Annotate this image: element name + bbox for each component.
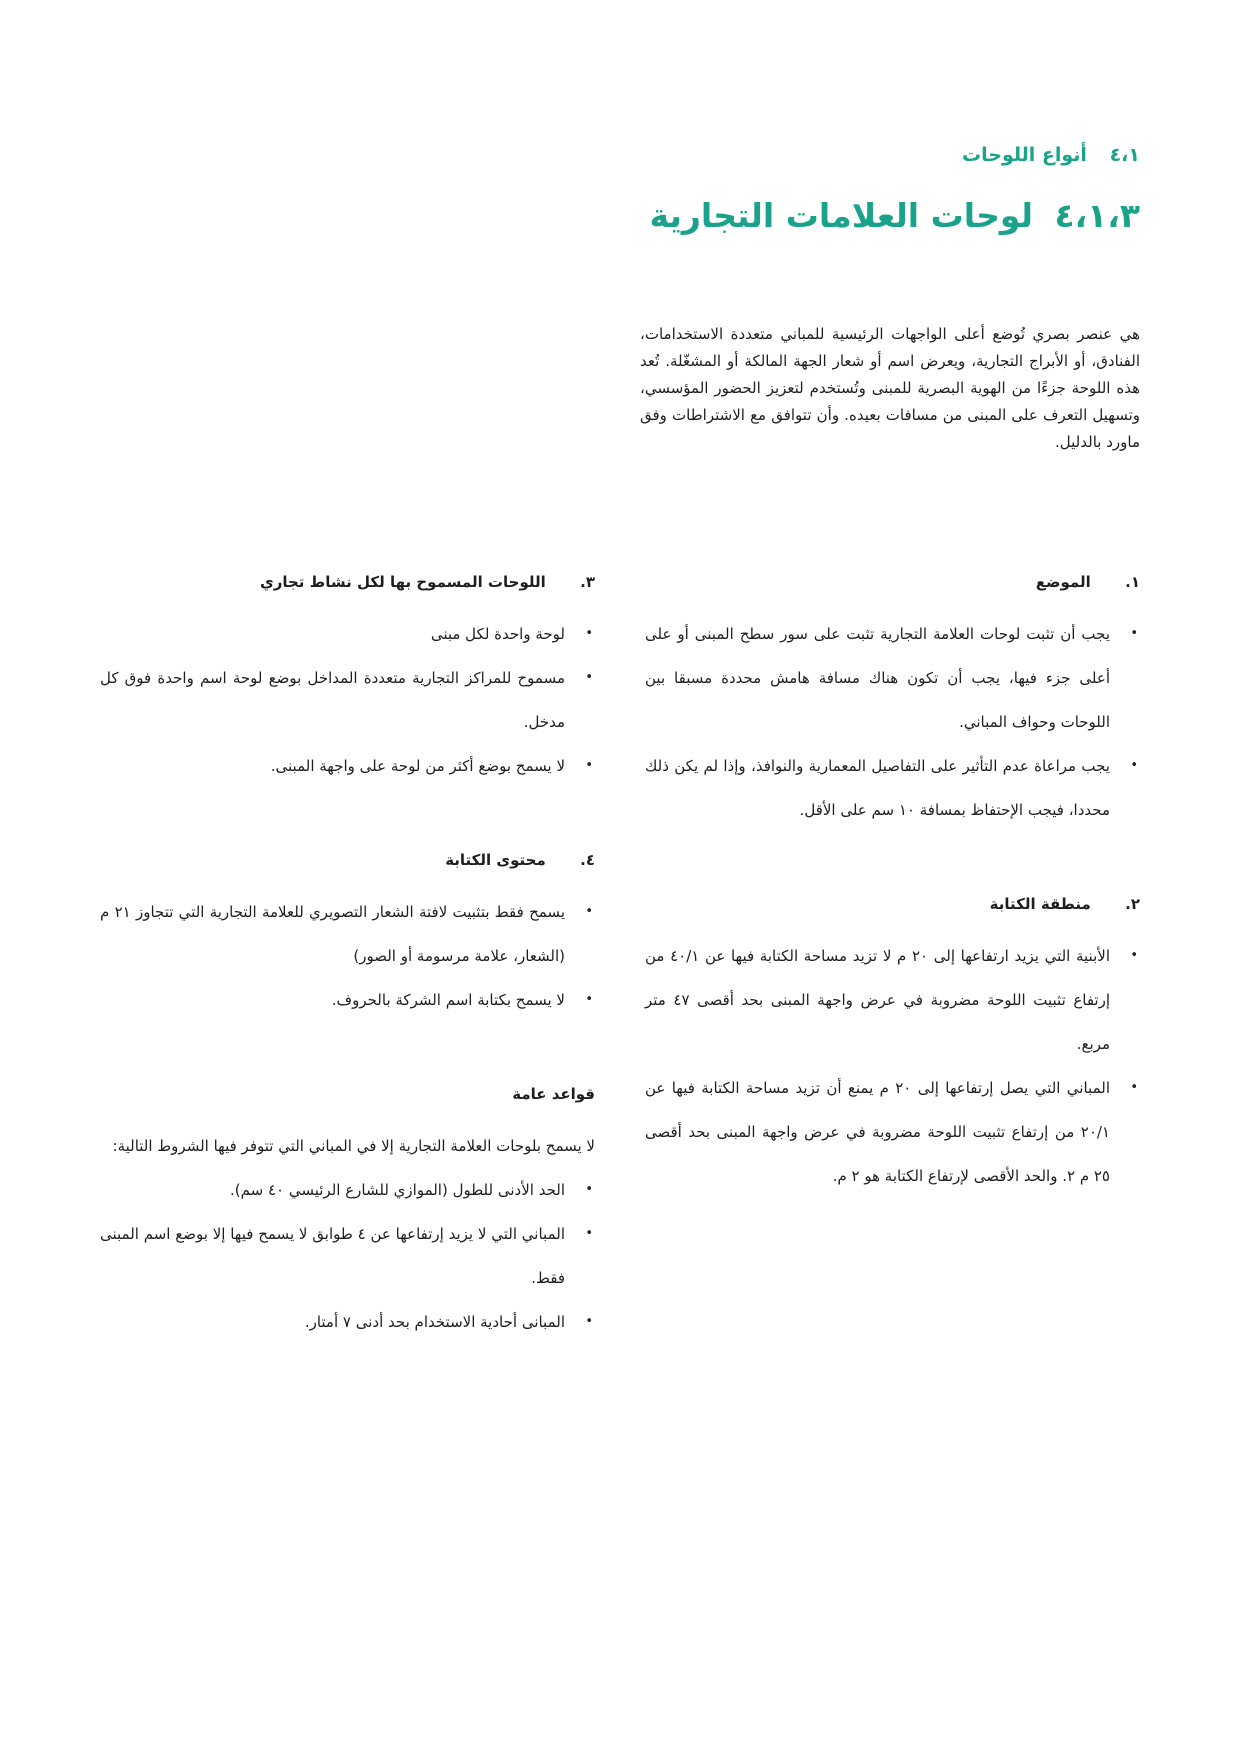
section-location: [645, 570, 1140, 832]
bullet-icon: •: [585, 1226, 593, 1241]
bullet-list: [645, 612, 1140, 832]
list-item-text: المبانى أحادية الاستخدام بحد أدنى ٧ أمتار.: [304, 1313, 565, 1331]
bullet-icon: •: [585, 904, 593, 919]
list-item: [645, 612, 1140, 744]
list-item-text: المباني التي يصل إرتفاعها إلى ٢٠ م يمنع أن تزيد مساحة الكتابة فيها عن ٢٠/١ من إرتفاع تثبيت اللوحة مضروبة في عرض واجهة المبنى بحد أقصى ٢٥ م ٢. والحد الأقصى لإرتفاع الكتابة هو ٢ م.: [645, 1079, 1110, 1185]
section-writing-content: [100, 848, 595, 1022]
section-number: ٣.: [580, 573, 595, 591]
list-item: [645, 934, 1140, 1066]
list-item: [100, 1300, 595, 1344]
bullet-icon: •: [585, 1314, 593, 1329]
kicker-number: ٤،١: [1109, 144, 1140, 166]
section-number: ٤.: [580, 851, 595, 869]
list-item-text: لوحة واحدة لكل مبنى: [430, 625, 565, 643]
list-item-text: المباني التي لا يزيد إرتفاعها عن ٤ طوابق لا يسمح فيها إلا بوضع اسم المبنى فقط.: [100, 1225, 565, 1287]
section-number: ٢.: [1125, 895, 1140, 913]
section-heading: [645, 570, 1140, 594]
bullet-list: [645, 934, 1140, 1198]
section-heading: [100, 1082, 595, 1106]
title-number: ٤،١،٣: [1054, 196, 1140, 235]
bullet-list: [100, 890, 595, 1022]
section-general-rules: [100, 1082, 595, 1344]
section-title: اللوحات المسموح بها لكل نشاط تجاري: [259, 573, 546, 591]
section-title: قواعد عامة: [512, 1085, 595, 1103]
list-item: [100, 1168, 595, 1212]
bullet-list: [100, 612, 595, 788]
list-item-text: يجب مراعاة عدم التأثير على التفاصيل المعمارية والنوافذ، وإذا لم يكن ذلك محددا، فيجب الإحتفاظ بمسافة ١٠ سم على الأقل.: [645, 757, 1110, 819]
bullet-icon: •: [585, 758, 593, 773]
list-item: [645, 744, 1140, 832]
bullet-icon: •: [585, 626, 593, 641]
list-item: [100, 978, 595, 1022]
page-title: [649, 196, 1140, 236]
bullet-icon: •: [1130, 948, 1138, 963]
list-item-text: الأبنية التي يزيد ارتفاعها إلى ٢٠ م لا تزيد مساحة الكتابة فيها عن ٤٠/١ من إرتفاع تثبيت اللوحة مضروبة في عرض واجهة المبنى بحد أقصى ٤٧ متر مربع.: [645, 947, 1111, 1053]
left-column: [100, 570, 595, 1404]
section-title: منطقة الكتابة: [989, 895, 1091, 913]
section-kicker: [962, 144, 1140, 166]
section-allowed-signs: [100, 570, 595, 788]
list-item-text: لا يسمح بوضع أكثر من لوحة على واجهة المبنى.: [270, 757, 565, 775]
bullet-icon: •: [1130, 626, 1138, 641]
list-item: [100, 656, 595, 744]
bullet-icon: •: [1130, 1080, 1138, 1095]
list-item-text: يجب أن تثبت لوحات العلامة التجارية تثبت على سور سطح المبنى أو على أعلى جزء فيها، يجب أن تكون هناك مسافة هامش محددة مسبقا بين اللوحات وحواف المباني.: [645, 625, 1110, 731]
list-item: [100, 744, 595, 788]
section-title: محتوى الكتابة: [445, 851, 546, 869]
section-heading: [645, 892, 1140, 916]
list-item-text: الحد الأدنى للطول (الموازي للشارع الرئيسي ٤٠ سم).: [230, 1181, 565, 1199]
bullet-icon: •: [1130, 758, 1138, 773]
list-item-text: يسمح فقط بتثبيت لافتة الشعار التصويري للعلامة التجارية التي تتجاوز ٢١ م (الشعار، علامة مرسومة أو الصور): [100, 903, 565, 965]
title-text: لوحات العلامات التجارية: [649, 196, 1033, 235]
list-item-text: مسموح للمراكز التجارية متعددة المداخل بوضع لوحة اسم واحدة فوق كل مدخل.: [100, 669, 565, 731]
list-item: [100, 612, 595, 656]
section-writing-area: [645, 892, 1140, 1198]
list-item: [100, 1212, 595, 1300]
intro-paragraph: هي عنصر بصري تُوضع أعلى الواجهات الرئيسية للمباني متعددة الاستخدامات، الفنادق، أو الأبراج التجارية، ويعرض اسم أو شعار الجهة المالكة أو المشغّلة. تُعد هذه اللوحة جزءًا من الهوية البصرية للمبنى وتُستخدم لتعزيز الحضور المؤسسي، وتسهيل التعرف على المبنى من مسافات بعيده. وأن تتوافق مع الاشتراطات وفق ماورد بالدليل.: [640, 325, 1140, 451]
list-item: [645, 1066, 1140, 1198]
bullet-icon: •: [585, 670, 593, 685]
section-heading: [100, 848, 595, 872]
section-number: ١.: [1125, 573, 1140, 591]
list-item: [100, 890, 595, 978]
section-title: الموضع: [1035, 573, 1091, 591]
right-column: [645, 570, 1140, 1258]
kicker-text: أنواع اللوحات: [962, 144, 1087, 166]
bullet-icon: •: [585, 992, 593, 1007]
bullet-icon: •: [585, 1182, 593, 1197]
list-item-text: لا يسمح بكتابة اسم الشركة بالحروف.: [331, 991, 565, 1009]
rules-paragraph: لا يسمح بلوحات العلامة التجارية إلا في المباني التي تتوفر فيها الشروط التالية:: [112, 1137, 595, 1155]
bullet-list: [100, 1168, 595, 1344]
section-heading: [100, 570, 595, 594]
